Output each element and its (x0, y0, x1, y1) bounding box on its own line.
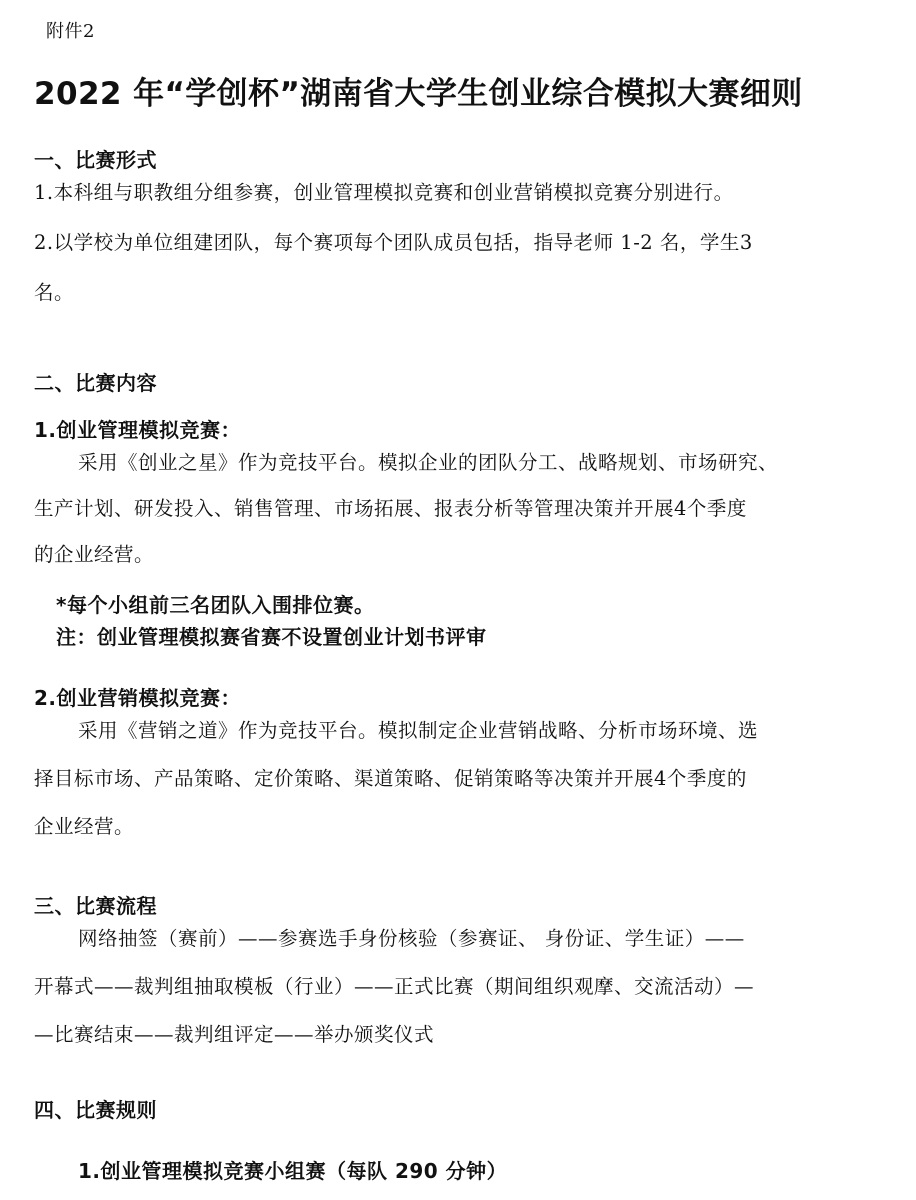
format-item-2-line-1: 2.以学校为单位组建团队，每个赛项每个团队成员包括，指导老师 1-2 名，学生3 (34, 231, 753, 254)
attachment-label: 附件2 (46, 21, 95, 42)
management-sim-line-1: 采用《创业之星》作为竞技平台。模拟企业的团队分工、战略规划、市场研究、 (78, 451, 779, 474)
management-sim-line-2: 生产计划、研发投入、销售管理、市场拓展、报表分析等管理决策并开展4个季度 (34, 497, 747, 520)
marketing-sim-line-3: 企业经营。 (34, 815, 135, 838)
section-heading-process: 三、比赛流程 (34, 894, 157, 918)
management-sim-line-3: 的企业经营。 (34, 543, 155, 566)
subheading-management-sim: 1.创业管理模拟竞赛： (34, 418, 242, 442)
process-line-1: 网络抽签（赛前）——参赛选手身份核验（参赛证、 身份证、学生证）—— (78, 927, 745, 950)
page-title: 2022 年“学创杯”湖南省大学生创业综合模拟大赛细则 (34, 76, 803, 112)
management-sim-note-2: 注：创业管理模拟赛省赛不设置创业计划书评审 (56, 625, 487, 649)
section-heading-content: 二、比赛内容 (34, 371, 157, 395)
format-item-1: 1.本科组与职教组分组参赛，创业管理模拟竞赛和创业营销模拟竞赛分别进行。 (34, 181, 734, 204)
section-heading-rules: 四、比赛规则 (34, 1098, 157, 1122)
process-line-2: 开幕式——裁判组抽取模板（行业）——正式比赛（期间组织观摩、交流活动）— (34, 975, 755, 998)
management-sim-note-1: *每个小组前三名团队入围排位赛。 (56, 593, 375, 617)
marketing-sim-line-2: 择目标市场、产品策略、定价策略、渠道策略、促销策略等决策并开展4个季度的 (34, 767, 747, 790)
process-line-3: —比赛结束——裁判组评定——举办颁奖仪式 (34, 1023, 435, 1046)
section-heading-format: 一、比赛形式 (34, 148, 157, 172)
subheading-marketing-sim: 2.创业营销模拟竞赛： (34, 686, 242, 710)
rules-subheading-management-group: 1.创业管理模拟竞赛小组赛（每队 290 分钟） (78, 1159, 508, 1183)
marketing-sim-line-1: 采用《营销之道》作为竞技平台。模拟制定企业营销战略、分析市场环境、选 (78, 719, 759, 742)
format-item-2-line-2: 名。 (34, 281, 75, 304)
